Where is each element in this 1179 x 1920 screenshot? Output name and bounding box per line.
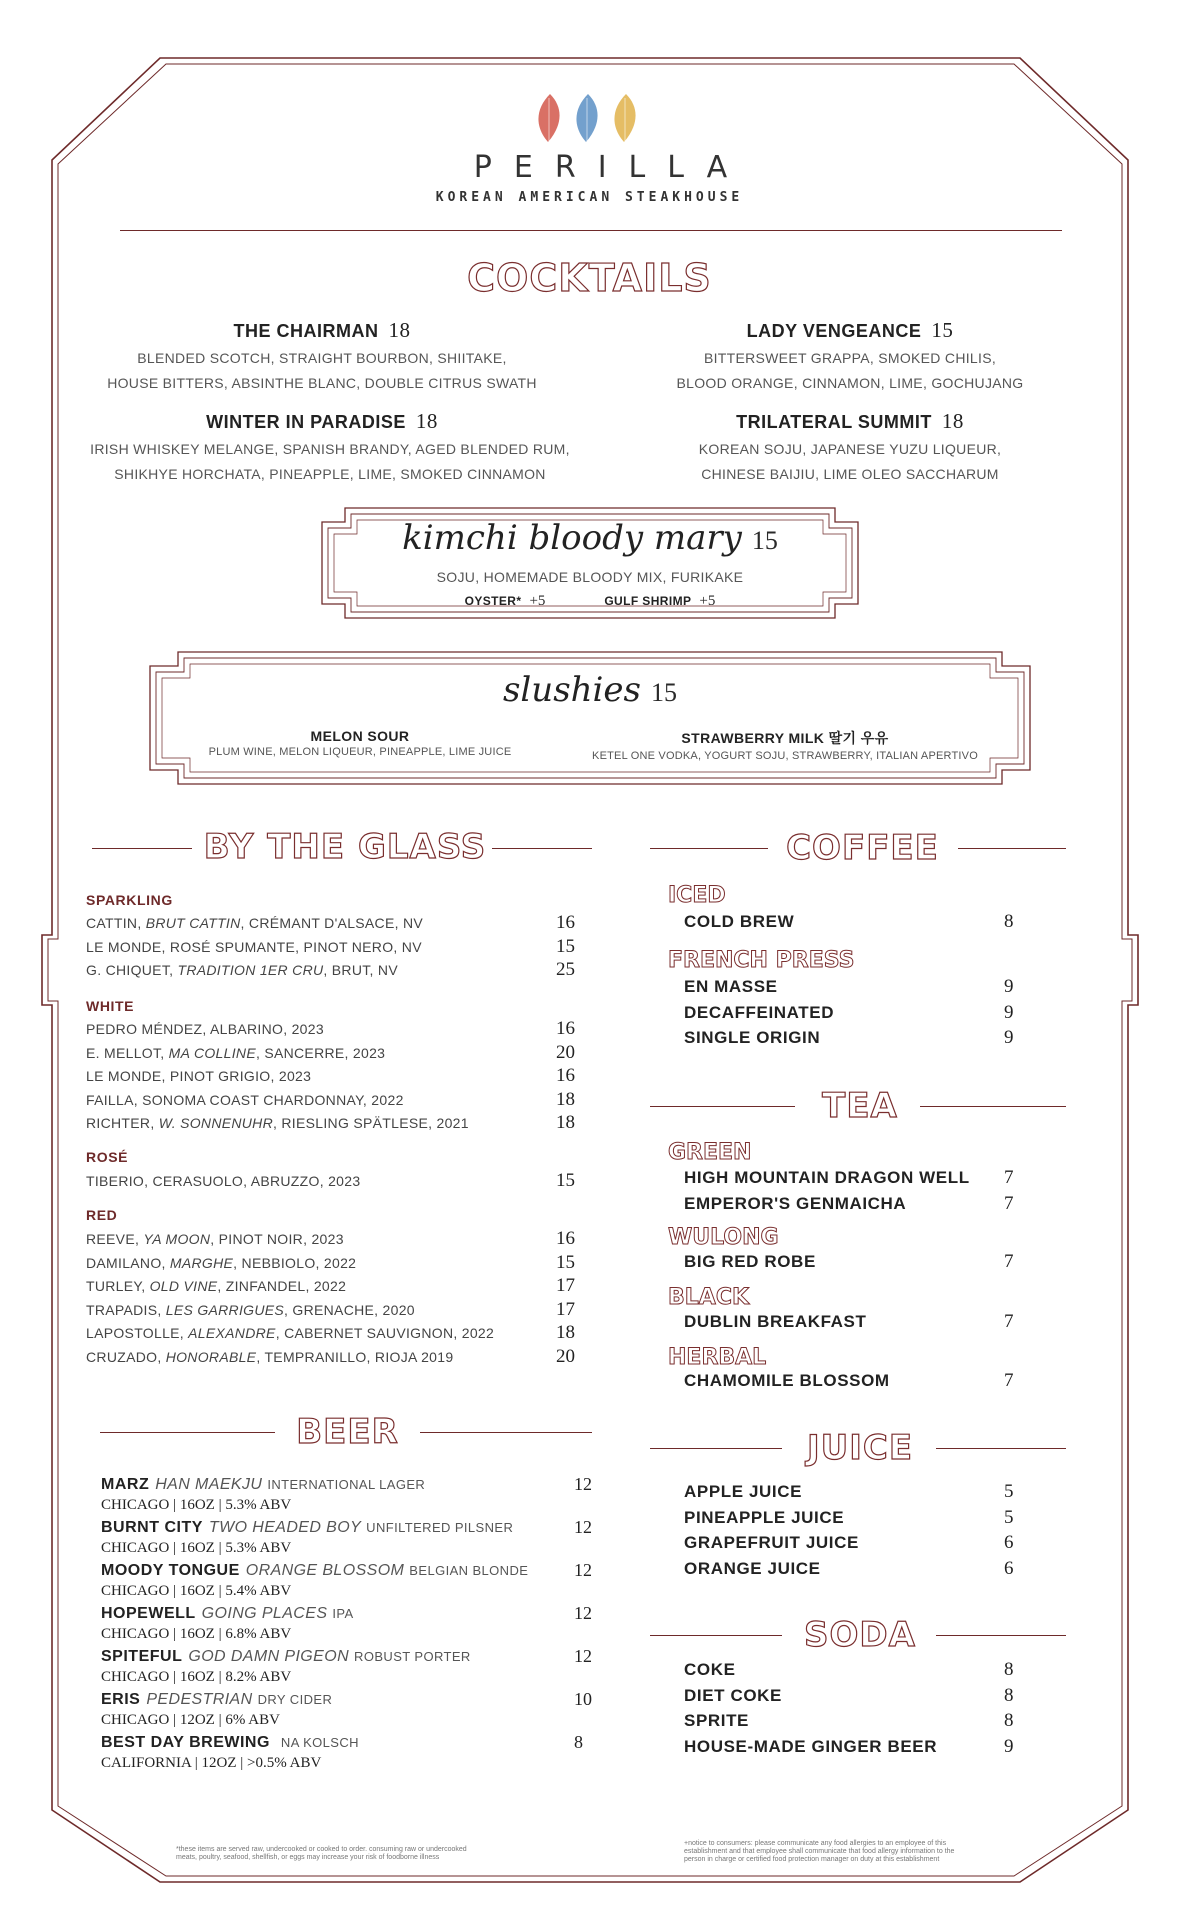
tea-item-price: 7 — [1004, 1251, 1014, 1272]
wine-details: , CRÉMANT D'ALSACE, NV — [240, 915, 424, 931]
beer-origin: CHICAGO | 16OZ | 8.2% ABV — [101, 1669, 292, 1685]
section-rule — [650, 1106, 795, 1107]
juice-item: PINEAPPLE JUICE — [684, 1507, 845, 1527]
wine-category: ROSÉ — [86, 1149, 129, 1165]
wine-price: 20 — [556, 1345, 575, 1367]
beer-origin: CHICAGO | 16OZ | 5.4% ABV — [101, 1583, 292, 1599]
section-rule — [492, 848, 592, 849]
tea-item: BIG RED ROBE — [684, 1252, 816, 1271]
coffee-item-price: 9 — [1004, 1001, 1014, 1023]
wine-details: , BRUT, NV — [323, 962, 398, 978]
cocktail-description: IRISH WHISKEY MELANGE, SPANISH BRANDY, AGED BLENDED RUM, SHIKHYE HORCHATA, PINEAPPLE, LIME, SMOKED CINNAMON — [90, 441, 570, 482]
perilla-leaves-logo — [528, 92, 648, 148]
wine-producer: REEVE, — [86, 1231, 144, 1247]
slushies-heading — [340, 670, 840, 710]
juice-item-price: 6 — [1004, 1532, 1014, 1553]
section-rule — [100, 1432, 275, 1433]
wine-item — [86, 1021, 586, 1037]
wine-cuvee: LES GARRIGUES — [165, 1301, 285, 1318]
wine-price: 16 — [556, 1018, 575, 1039]
cocktail-description: KOREAN SOJU, JAPANESE YUZU LIQUEUR, CHINESE BAIJIU, LIME OLEO SACCHARUM — [698, 441, 1002, 482]
beer-brewery: MOODY TONGUE — [101, 1562, 240, 1579]
bloody-mary-heading — [340, 518, 840, 558]
beer-brewery: ERIS — [101, 1691, 141, 1708]
wine-item — [86, 1092, 586, 1108]
wine-item — [86, 1255, 586, 1271]
brand-name: PERILLA — [473, 150, 750, 185]
tea-item-price: 7 — [1004, 1193, 1014, 1214]
beer-brewery: SPITEFUL — [101, 1648, 183, 1665]
wine-details: , PINOT NOIR, 2023 — [210, 1231, 344, 1247]
beer-style: IPA — [332, 1606, 354, 1621]
beer-brewery: BEST DAY BREWING — [101, 1734, 270, 1751]
cocktail-name: TRILATERAL SUMMIT 18 — [736, 409, 964, 433]
beer-style: DRY CIDER — [257, 1692, 333, 1707]
wine-producer: CRUZADO, — [86, 1348, 166, 1365]
bloody-mary-price: 15 — [751, 526, 778, 555]
wine-producer: G. CHIQUET, — [86, 962, 178, 978]
coffee-item: EN MASSE — [684, 977, 778, 996]
tea-title: TEA — [822, 1086, 898, 1126]
beer-origin: CHICAGO | 16OZ | 5.3% ABV — [101, 1540, 292, 1556]
juice-title: JUICE — [806, 1428, 914, 1468]
wine-category: SPARKLING — [86, 892, 173, 908]
wine-item — [86, 1173, 586, 1189]
wine-item — [86, 1302, 586, 1318]
beer-price: 12 — [574, 1603, 592, 1623]
wine-cuvee: HONORABLE — [165, 1348, 257, 1365]
wine-producer: TURLEY, — [86, 1278, 150, 1294]
beer-style: UNFILTERED PILSNER — [366, 1520, 514, 1535]
wine-item — [86, 1231, 586, 1247]
beer-item — [101, 1648, 471, 1666]
bloody-mary-name: kimchi bloody mary — [402, 518, 742, 558]
wine-item — [86, 939, 586, 955]
wine-price: 25 — [556, 959, 575, 980]
wine-producer: LE MONDE, PINOT GRIGIO, 2023 — [86, 1068, 312, 1084]
juice-item-price: 6 — [1004, 1557, 1014, 1579]
tea-category: WULONG — [668, 1225, 779, 1250]
beer-price: 12 — [574, 1560, 592, 1580]
header-divider — [120, 230, 1062, 231]
beer-origin: CALIFORNIA | 12OZ | >0.5% ABV — [101, 1755, 322, 1771]
wine-cuvee: W. SONNENUHR — [158, 1115, 274, 1131]
beer-brewery: BURNT CITY — [101, 1519, 203, 1536]
wine-cuvee: MA COLLINE — [168, 1044, 256, 1061]
cocktail-price: 18 — [941, 409, 964, 433]
wine-producer: DAMILANO, — [86, 1254, 170, 1271]
wine-producer: LAPOSTOLLE, — [86, 1325, 189, 1341]
beer-origin: CHICAGO | 16OZ | 6.8% ABV — [101, 1626, 292, 1642]
cocktail-price: 15 — [931, 318, 954, 342]
wine-price: 18 — [556, 1322, 575, 1343]
beer-name: ORANGE BLOSSOM — [245, 1562, 405, 1579]
wine-price: 18 — [556, 1088, 575, 1110]
leaf-yellow-icon — [614, 94, 635, 144]
soda-item: DIET COKE — [684, 1685, 782, 1705]
wine-producer: CATTIN, — [86, 915, 146, 931]
wine-price: 16 — [556, 912, 575, 933]
beer-origin: CHICAGO | 12OZ | 6% ABV — [101, 1712, 280, 1728]
cocktail-name: THE CHAIRMAN 18 — [233, 318, 411, 342]
beer-item — [101, 1605, 354, 1623]
wine-producer: TIBERIO, CERASUOLO, ABRUZZO, 2023 — [86, 1173, 361, 1189]
coffee-item-price: 8 — [1004, 911, 1014, 932]
section-rule — [936, 1448, 1066, 1449]
wine-details: , CABERNET SAUVIGNON, 2022 — [275, 1325, 495, 1341]
slushie-item: MELON SOUR PLUM WINE, MELON LIQUEUR, PINEAPPLE, LIME JUICE — [208, 728, 512, 758]
bloody-mary-addons: OYSTER* +5 GULF SHRIMP +5 — [464, 593, 716, 609]
coffee-category: FRENCH PRESS — [668, 948, 855, 973]
wine-item — [86, 962, 586, 978]
beer-brewery: HOPEWELL — [101, 1605, 196, 1622]
beer-item — [101, 1691, 332, 1709]
beer-price: 12 — [574, 1517, 592, 1537]
section-rule — [650, 848, 768, 849]
beer-style: INTERNATIONAL LAGER — [267, 1477, 426, 1492]
beer-name: TWO HEADED BOY — [208, 1519, 362, 1536]
beer-title: BEER — [296, 1412, 399, 1452]
beer-style: NA KOLSCH — [280, 1735, 359, 1750]
tea-item: CHAMOMILE BLOSSOM — [684, 1371, 890, 1390]
section-rule — [650, 1448, 782, 1449]
juice-item-price: 5 — [1004, 1481, 1014, 1502]
wine-producer: TRAPADIS, — [86, 1301, 166, 1318]
soda-item: COKE — [684, 1660, 736, 1679]
tea-item: HIGH MOUNTAIN DRAGON WELL — [684, 1168, 970, 1187]
section-rule — [650, 1635, 782, 1636]
soda-title: SODA — [804, 1615, 916, 1655]
beer-price: 12 — [574, 1474, 592, 1494]
tea-item-price: 7 — [1004, 1311, 1014, 1332]
wine-price: 16 — [556, 1065, 575, 1086]
beer-name: PEDESTRIAN — [146, 1691, 253, 1708]
wine-producer: RICHTER, — [86, 1115, 159, 1131]
section-rule — [958, 848, 1066, 849]
wine-details: , NEBBIOLO, 2022 — [233, 1254, 357, 1271]
wine-item — [86, 1068, 586, 1084]
soda-item: SPRITE — [684, 1711, 750, 1730]
cocktails-title: COCKTAILS — [467, 256, 712, 300]
wine-category: WHITE — [86, 998, 135, 1014]
wine-details: , RIESLING SPÄTLESE, 2021 — [273, 1115, 469, 1131]
tea-item: EMPEROR'S GENMAICHA — [684, 1194, 907, 1213]
beer-item — [101, 1519, 513, 1537]
soda-item: HOUSE-MADE GINGER BEER — [684, 1736, 938, 1756]
tea-item-price: 7 — [1004, 1370, 1014, 1391]
beer-name: GOING PLACES — [201, 1605, 328, 1622]
wine-item — [86, 1045, 586, 1061]
beer-item — [101, 1734, 359, 1752]
cocktail-name: LADY VENGEANCE 15 — [746, 318, 954, 342]
beer-name: GOD DAMN PIGEON — [188, 1648, 350, 1665]
wine-item — [86, 1278, 586, 1294]
coffee-item: COLD BREW — [684, 912, 795, 931]
beer-item — [101, 1562, 528, 1580]
soda-item-price: 8 — [1004, 1710, 1014, 1731]
wine-details: , TEMPRANILLO, RIOJA 2019 — [256, 1348, 454, 1365]
wine-producer: FAILLA, SONOMA COAST CHARDONNAY, 2022 — [86, 1091, 404, 1108]
wine-producer: LE MONDE, ROSÉ SPUMANTE, PINOT NERO, NV — [86, 938, 422, 955]
leaf-red-icon — [538, 94, 559, 144]
wine-producer: E. MELLOT, — [86, 1044, 169, 1061]
wine-price: 20 — [556, 1041, 575, 1063]
tea-item: DUBLIN BREAKFAST — [684, 1312, 867, 1331]
juice-item-price: 5 — [1004, 1506, 1014, 1528]
wine-details: , ZINFANDEL, 2022 — [217, 1278, 347, 1294]
coffee-category: ICED — [668, 883, 726, 908]
wine-item — [86, 1115, 586, 1131]
wine-price: 15 — [556, 935, 575, 957]
section-rule — [920, 1106, 1066, 1107]
beer-price: 10 — [574, 1689, 592, 1709]
tea-category: BLACK — [668, 1285, 750, 1310]
by-the-glass-title: BY THE GLASS — [203, 827, 487, 867]
wine-cuvee: OLD VINE — [149, 1278, 218, 1294]
soda-item-price: 8 — [1004, 1684, 1014, 1706]
bloody-mary-description: SOJU, HOMEMADE BLOODY MIX, FURIKAKE — [436, 569, 744, 585]
wine-item — [86, 1349, 586, 1365]
soda-item-price: 9 — [1004, 1735, 1014, 1757]
wine-price: 15 — [556, 1170, 575, 1191]
juice-item: GRAPEFRUIT JUICE — [684, 1533, 859, 1552]
tea-item-price: 7 — [1004, 1167, 1014, 1188]
beer-brewery: MARZ — [101, 1476, 150, 1493]
leaf-blue-icon — [576, 94, 597, 144]
beer-name: HAN MAEKJU — [155, 1476, 263, 1493]
wine-price: 16 — [556, 1228, 575, 1249]
soda-item-price: 8 — [1004, 1659, 1014, 1680]
cocktail-price: 18 — [388, 318, 411, 342]
beer-origin: CHICAGO | 16OZ | 5.3% ABV — [101, 1497, 292, 1513]
wine-item — [86, 1325, 586, 1341]
slushies-name: slushies — [502, 670, 641, 710]
wine-item — [86, 915, 586, 931]
beer-price: 8 — [574, 1732, 583, 1752]
coffee-item-price: 9 — [1004, 976, 1014, 997]
wine-cuvee: ALEXANDRE — [188, 1325, 276, 1341]
juice-item: APPLE JUICE — [684, 1482, 803, 1501]
beer-price: 12 — [574, 1646, 592, 1666]
beer-style: ROBUST PORTER — [354, 1649, 471, 1664]
coffee-title: COFFEE — [786, 828, 939, 868]
tea-category: GREEN — [668, 1140, 752, 1165]
beer-item — [101, 1476, 425, 1494]
section-rule — [420, 1432, 592, 1433]
wine-price: 18 — [556, 1112, 575, 1133]
coffee-item: DECAFFEINATED — [684, 1002, 835, 1022]
beer-style: BELGIAN BLONDE — [409, 1563, 529, 1578]
cocktail-description: BITTERSWEET GRAPPA, SMOKED CHILIS, BLOOD ORANGE, CINNAMON, LIME, GOCHUJANG — [676, 350, 1024, 391]
raw-food-footnote: *these items are served raw, undercooked or cooked to order. consuming raw or undercooked meats, poultry, seafood, shellfish, or eggs may increase your risk of foodborne illness — [176, 1846, 467, 1861]
cocktail-name: WINTER IN PARADISE 18 — [206, 409, 438, 433]
coffee-item-price: 9 — [1004, 1027, 1014, 1048]
wine-details: , GRENACHE, 2020 — [284, 1301, 415, 1318]
brand-subtitle: KOREAN AMERICAN STEAKHOUSE — [435, 190, 744, 205]
allergy-footnote: +notice to consumers: please communicate any food allergies to an employee of this establishment and that employee shall communicate that food allergy information to the person in charge or certified food protection manager on duty at this establishment — [684, 1840, 955, 1863]
cocktail-price: 18 — [415, 409, 438, 433]
section-rule — [92, 848, 192, 849]
slushies-price: 15 — [651, 678, 677, 707]
wine-cuvee: YA MOON — [143, 1231, 211, 1247]
section-rule — [936, 1635, 1066, 1636]
slushie-item: STRAWBERRY MILK 딸기 우유 KETEL ONE VODKA, YOGURT SOJU, STRAWBERRY, ITALIAN APERTIVO — [592, 730, 978, 762]
juice-item: ORANGE JUICE — [684, 1558, 821, 1578]
tea-category: HERBAL — [668, 1345, 767, 1370]
coffee-item: SINGLE ORIGIN — [684, 1028, 821, 1047]
wine-details: , SANCERRE, 2023 — [255, 1044, 386, 1061]
wine-cuvee: MARGHE — [169, 1254, 234, 1271]
wine-category: RED — [86, 1207, 118, 1223]
wine-price: 15 — [556, 1251, 575, 1273]
wine-producer: PEDRO MÉNDEZ, ALBARINO, 2023 — [86, 1021, 324, 1037]
wine-cuvee: BRUT CATTIN — [145, 915, 241, 931]
wine-cuvee: TRADITION 1ER CRU — [177, 962, 324, 978]
wine-price: 17 — [556, 1298, 575, 1320]
cocktail-description: BLENDED SCOTCH, STRAIGHT BOURBON, SHIITAKE, HOUSE BITTERS, ABSINTHE BLANC, DOUBLE CITRUS SWATH — [107, 350, 537, 391]
wine-price: 17 — [556, 1275, 575, 1296]
